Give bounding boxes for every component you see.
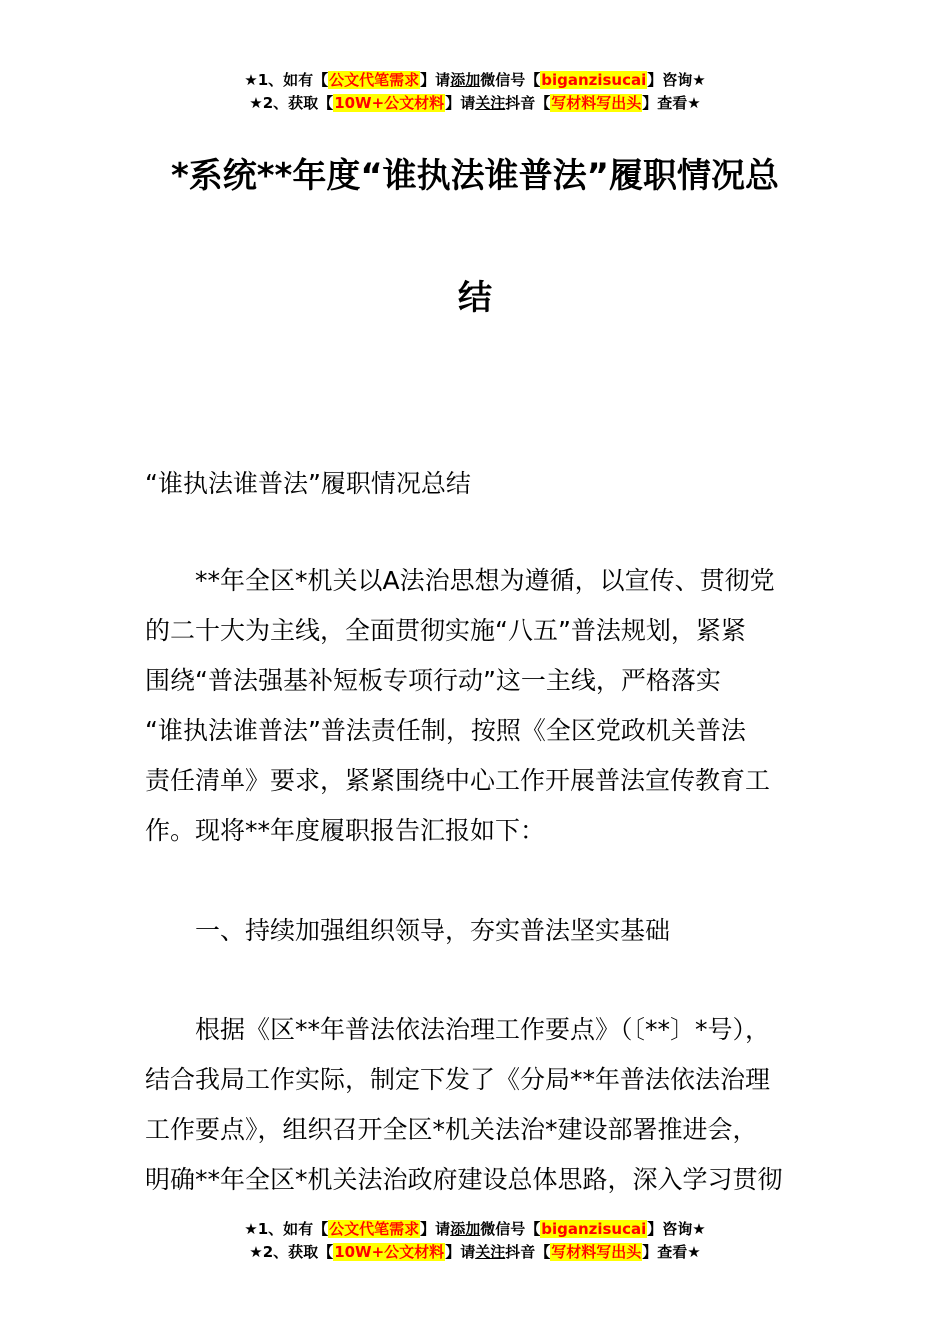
banner-wechat-id: biganzisucai	[541, 1220, 647, 1238]
banner-line-1: ★1、如有【公文代笔需求】请添加微信号【biganzisucai】咨询★	[244, 1220, 706, 1238]
document-subtitle: “谁执法谁普法”履职情况总结	[145, 469, 471, 498]
banner-line-1: ★1、如有【公文代笔需求】请添加微信号【biganzisucai】咨询★	[244, 71, 706, 89]
paragraph-line: 的二十大为主线，全面贯彻实施“八五”普法规划，紧紧	[145, 616, 746, 645]
banner-wechat-id: biganzisucai	[541, 71, 647, 89]
document-title-line-2: 结	[458, 278, 492, 318]
paragraph-line: 责任清单》要求，紧紧围绕中心工作开展普法宣传教育工	[145, 766, 771, 795]
bottom-banner	[0, 1218, 950, 1264]
banner-emphasis: 添加	[450, 1220, 481, 1238]
banner-douyin-id: 写材料写出头	[551, 1243, 642, 1261]
paragraph-line: 作。现将**年度履职报告汇报如下：	[145, 816, 546, 845]
banner-highlight: 公文代笔需求	[329, 1220, 420, 1238]
banner-line-2: ★2、获取【10W+公文材料】请关注抖音【写材料写出头】查看★	[249, 94, 701, 112]
paragraph-line: 工作要点》，组织召开全区*机关法治*建设部署推进会，	[145, 1115, 758, 1144]
paragraph-line: 围绕“普法强基补短板专项行动”这一主线，严格落实	[145, 666, 721, 695]
section-paragraph	[145, 1005, 830, 1205]
section-heading: 一、持续加强组织领导，夯实普法坚实基础	[195, 916, 671, 945]
banner-emphasis: 关注	[475, 94, 506, 112]
banner-line-2: ★2、获取【10W+公文材料】请关注抖音【写材料写出头】查看★	[249, 1243, 701, 1261]
paragraph-line: 明确**年全区*机关法治政府建设总体思路，深入学习贯彻	[145, 1165, 783, 1194]
paragraph-line: **年全区*机关以A法治思想为遵循，以宣传、贯彻党	[195, 566, 775, 595]
banner-highlight: 10W+公文材料	[334, 94, 445, 112]
document-title-line-1: *系统**年度“谁执法谁普法”履职情况总	[170, 156, 780, 196]
intro-paragraph	[145, 556, 830, 856]
banner-douyin-id: 写材料写出头	[551, 94, 642, 112]
banner-highlight: 公文代笔需求	[329, 71, 420, 89]
banner-emphasis: 关注	[475, 1243, 506, 1261]
paragraph-line: 根据《区**年普法依法治理工作要点》（〔**〕*号），	[195, 1015, 771, 1044]
top-banner	[0, 69, 950, 115]
banner-emphasis: 添加	[450, 71, 481, 89]
paragraph-line: “谁执法谁普法”普法责任制，按照《全区党政机关普法	[145, 716, 746, 745]
paragraph-line: 结合我局工作实际，制定下发了《分局**年普法依法治理	[145, 1065, 771, 1094]
banner-highlight: 10W+公文材料	[334, 1243, 445, 1261]
